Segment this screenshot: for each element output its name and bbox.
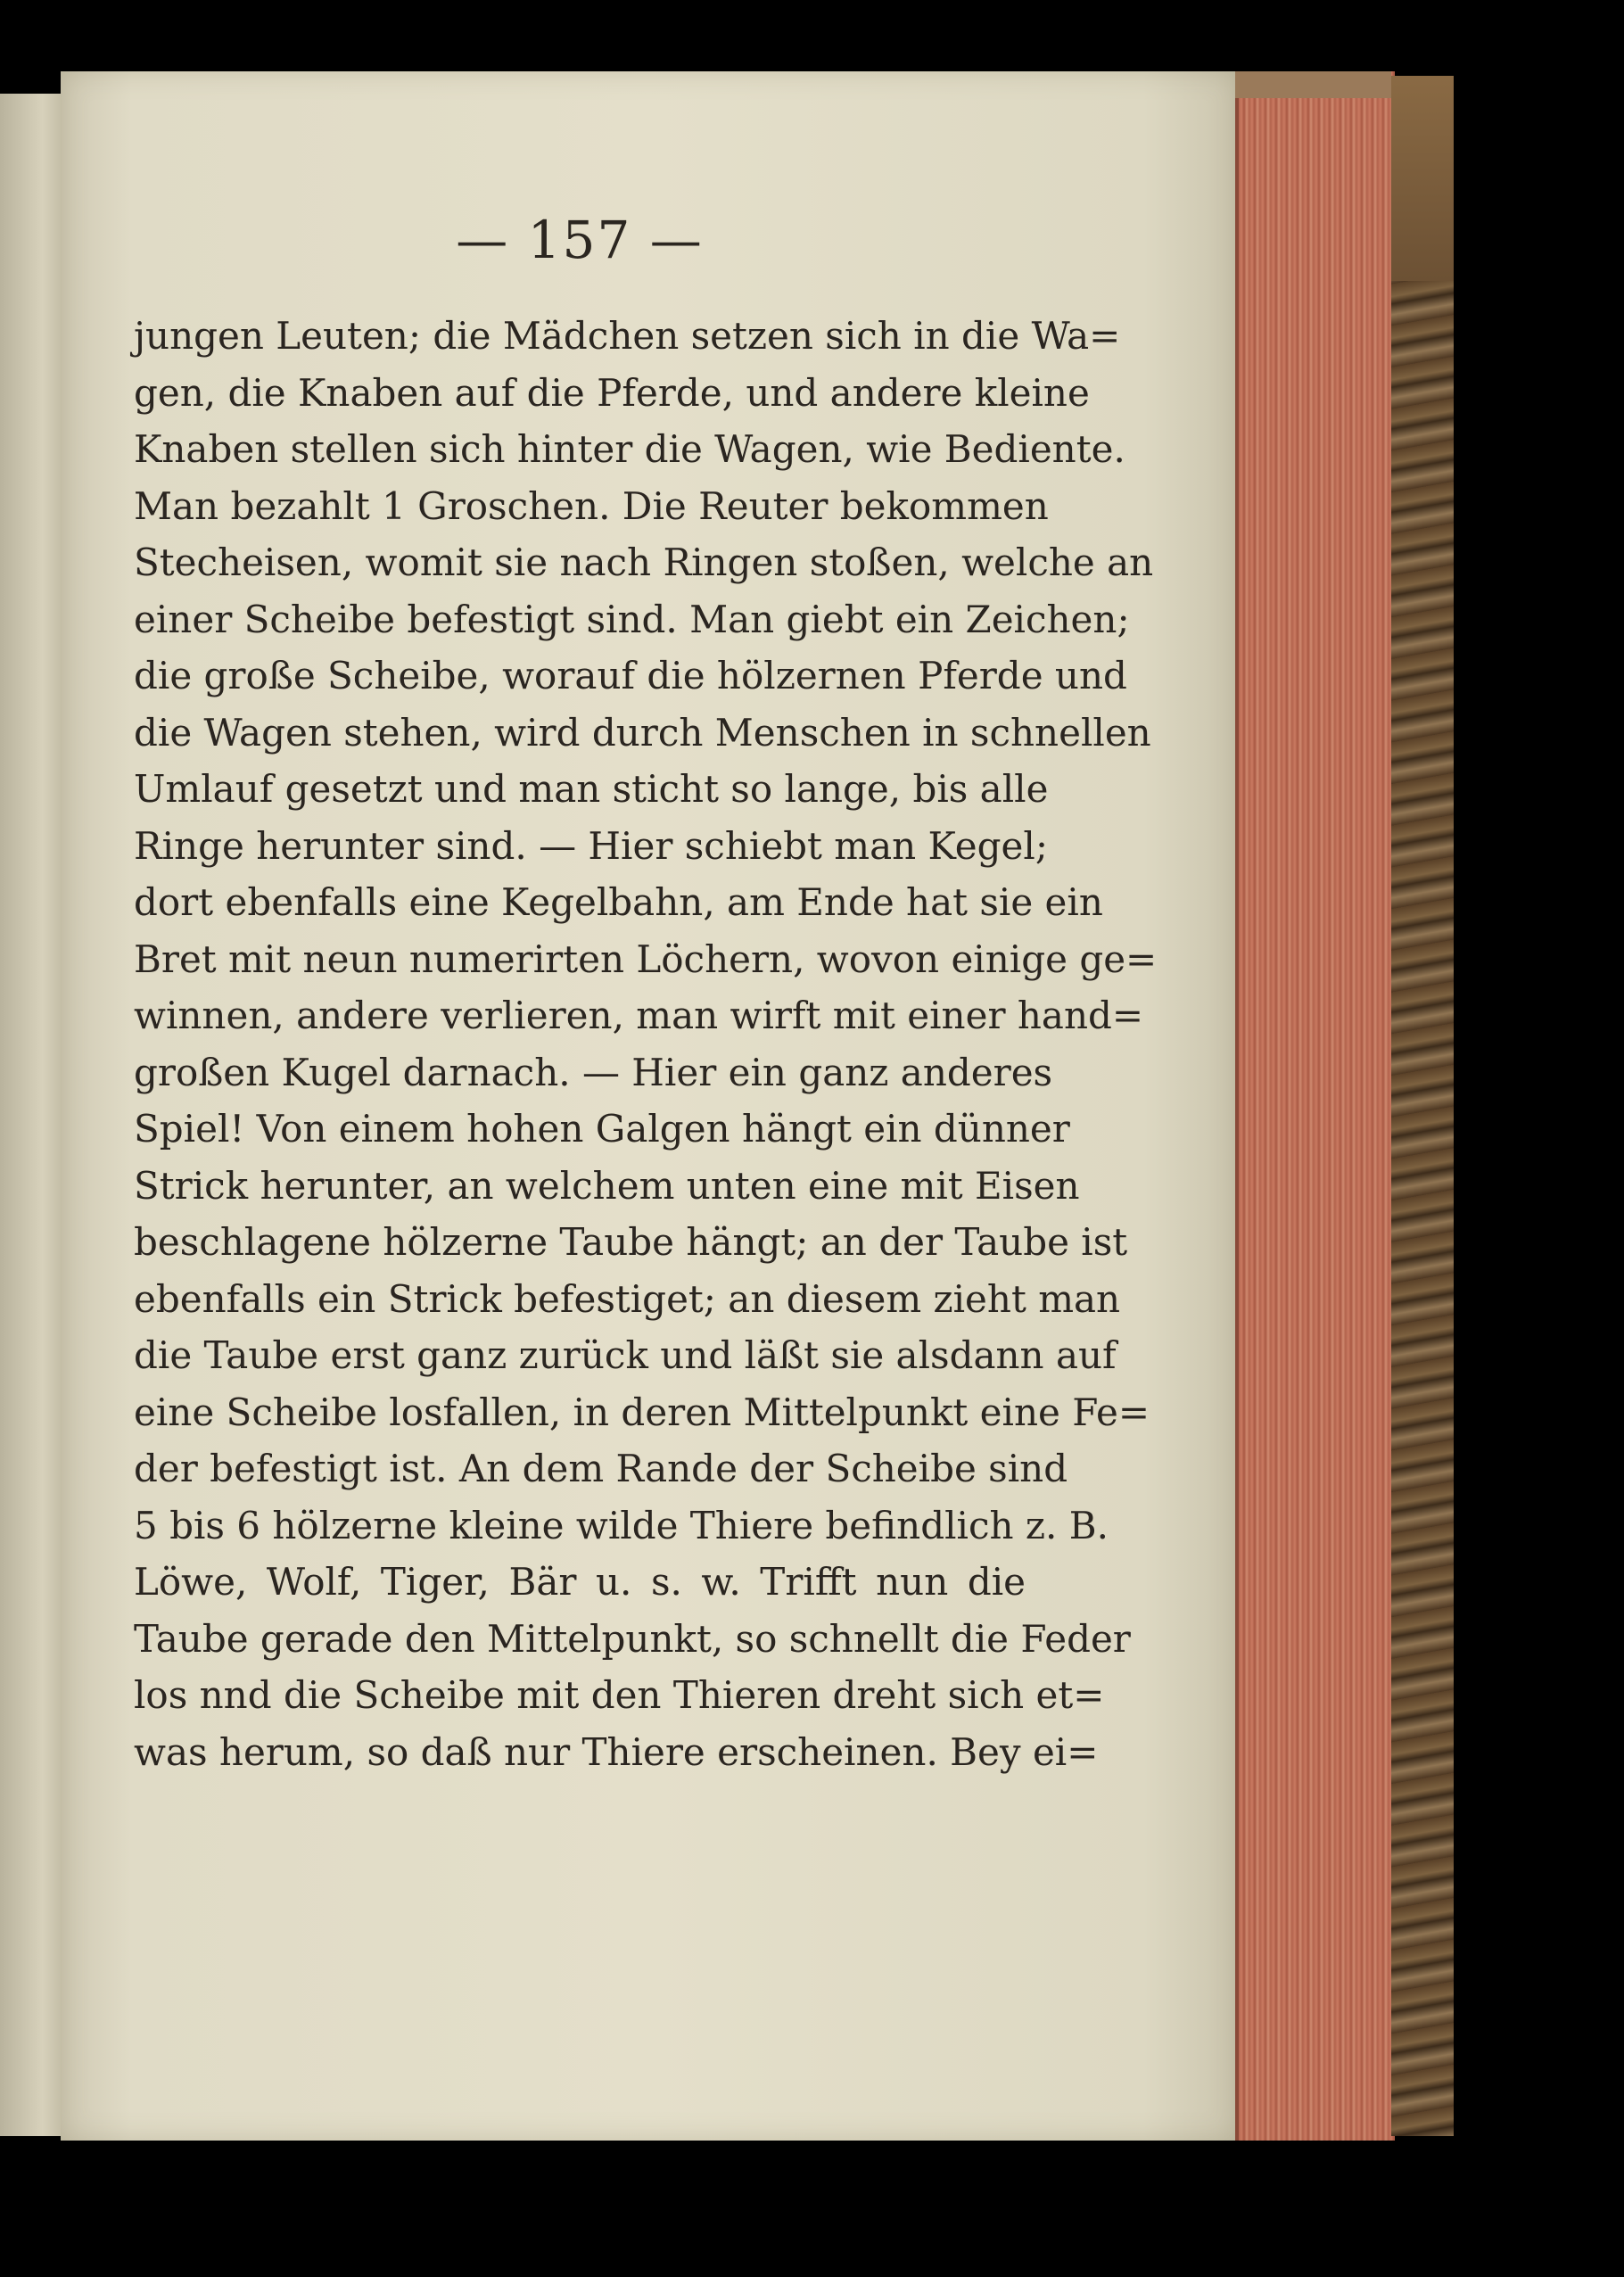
text-line: Löwe, Wolf, Tiger, Bär u. s. w. Trifft nun die (134, 1560, 1026, 1604)
left-page-edge (0, 94, 63, 2136)
text-line: Man bezahlt 1 Groschen. Die Reuter bekommen (134, 483, 1049, 528)
text-line: die Wagen stehen, wird durch Menschen in schnellen (134, 710, 1151, 755)
text-line: der befestigt ist. An dem Rande der Scheibe sind (134, 1447, 1068, 1490)
marbled-cover (1391, 76, 1454, 2136)
text-line: großen Kugel darnach. — Hier ein ganz anderes (134, 1050, 1053, 1094)
text-line: was herum, so daß nur Thiere erscheinen. Bey ei= (134, 1729, 1099, 1774)
text-line: Knaben stellen sich hinter die Wagen, wie Bediente. (134, 427, 1125, 471)
text-line: dort ebenfalls eine Kegelbahn, am Ende hat sie ein (134, 880, 1103, 924)
text-line: jungen Leuten; die Mädchen setzen sich in die Wa= (134, 314, 1121, 358)
text-line: beschlagene hölzerne Taube hängt; an der Taube ist (134, 1220, 1128, 1264)
text-line: einer Scheibe befestigt sind. Man giebt ein Zeichen; (134, 597, 1130, 641)
text-line: Ringe herunter sind. — Hier schiebt man Kegel; (134, 823, 1048, 868)
page-text (134, 308, 1158, 1780)
text-line: Taube gerade den Mittelpunkt, so schnellt die Feder (134, 1616, 1131, 1661)
text-line: die Taube erst ganz zurück und läßt sie alsdann auf (134, 1333, 1117, 1377)
text-line: die große Scheibe, worauf die hölzernen Pferde und (134, 654, 1127, 697)
text-line: ebenfalls ein Strick befestiget; an diesem zieht man (134, 1276, 1121, 1321)
cover-corner (1391, 76, 1454, 281)
text-line: winnen, andere verlieren, man wirft mit einer hand= (134, 994, 1144, 1037)
text-line: Bret mit neun numerirten Löchern, wovon einige ge= (134, 936, 1158, 981)
text-line: gen, die Knaben auf die Pferde, und andere kleine (134, 370, 1090, 415)
text-line: Spiel! Von einem hohen Galgen hängt ein dünner (134, 1107, 1070, 1151)
text-line: eine Scheibe losfallen, in deren Mittelpunkt eine Fe= (134, 1390, 1150, 1434)
page-block-top (1235, 71, 1391, 98)
page-block-edges (1235, 71, 1395, 2141)
page-number: — 157 — (456, 210, 704, 270)
text-line: Stecheisen, womit sie nach Ringen stoßen, welche an (134, 540, 1154, 584)
text-line: los nnd die Scheibe mit den Thieren dreht sich et= (134, 1673, 1105, 1717)
text-line: Umlauf gesetzt und man sticht so lange, bis alle (134, 767, 1049, 811)
text-line: Strick herunter, an welchem unten eine mit Eisen (134, 1163, 1080, 1208)
text-line: 5 bis 6 hölzerne kleine wilde Thiere befindlich z. B. (134, 1503, 1109, 1547)
